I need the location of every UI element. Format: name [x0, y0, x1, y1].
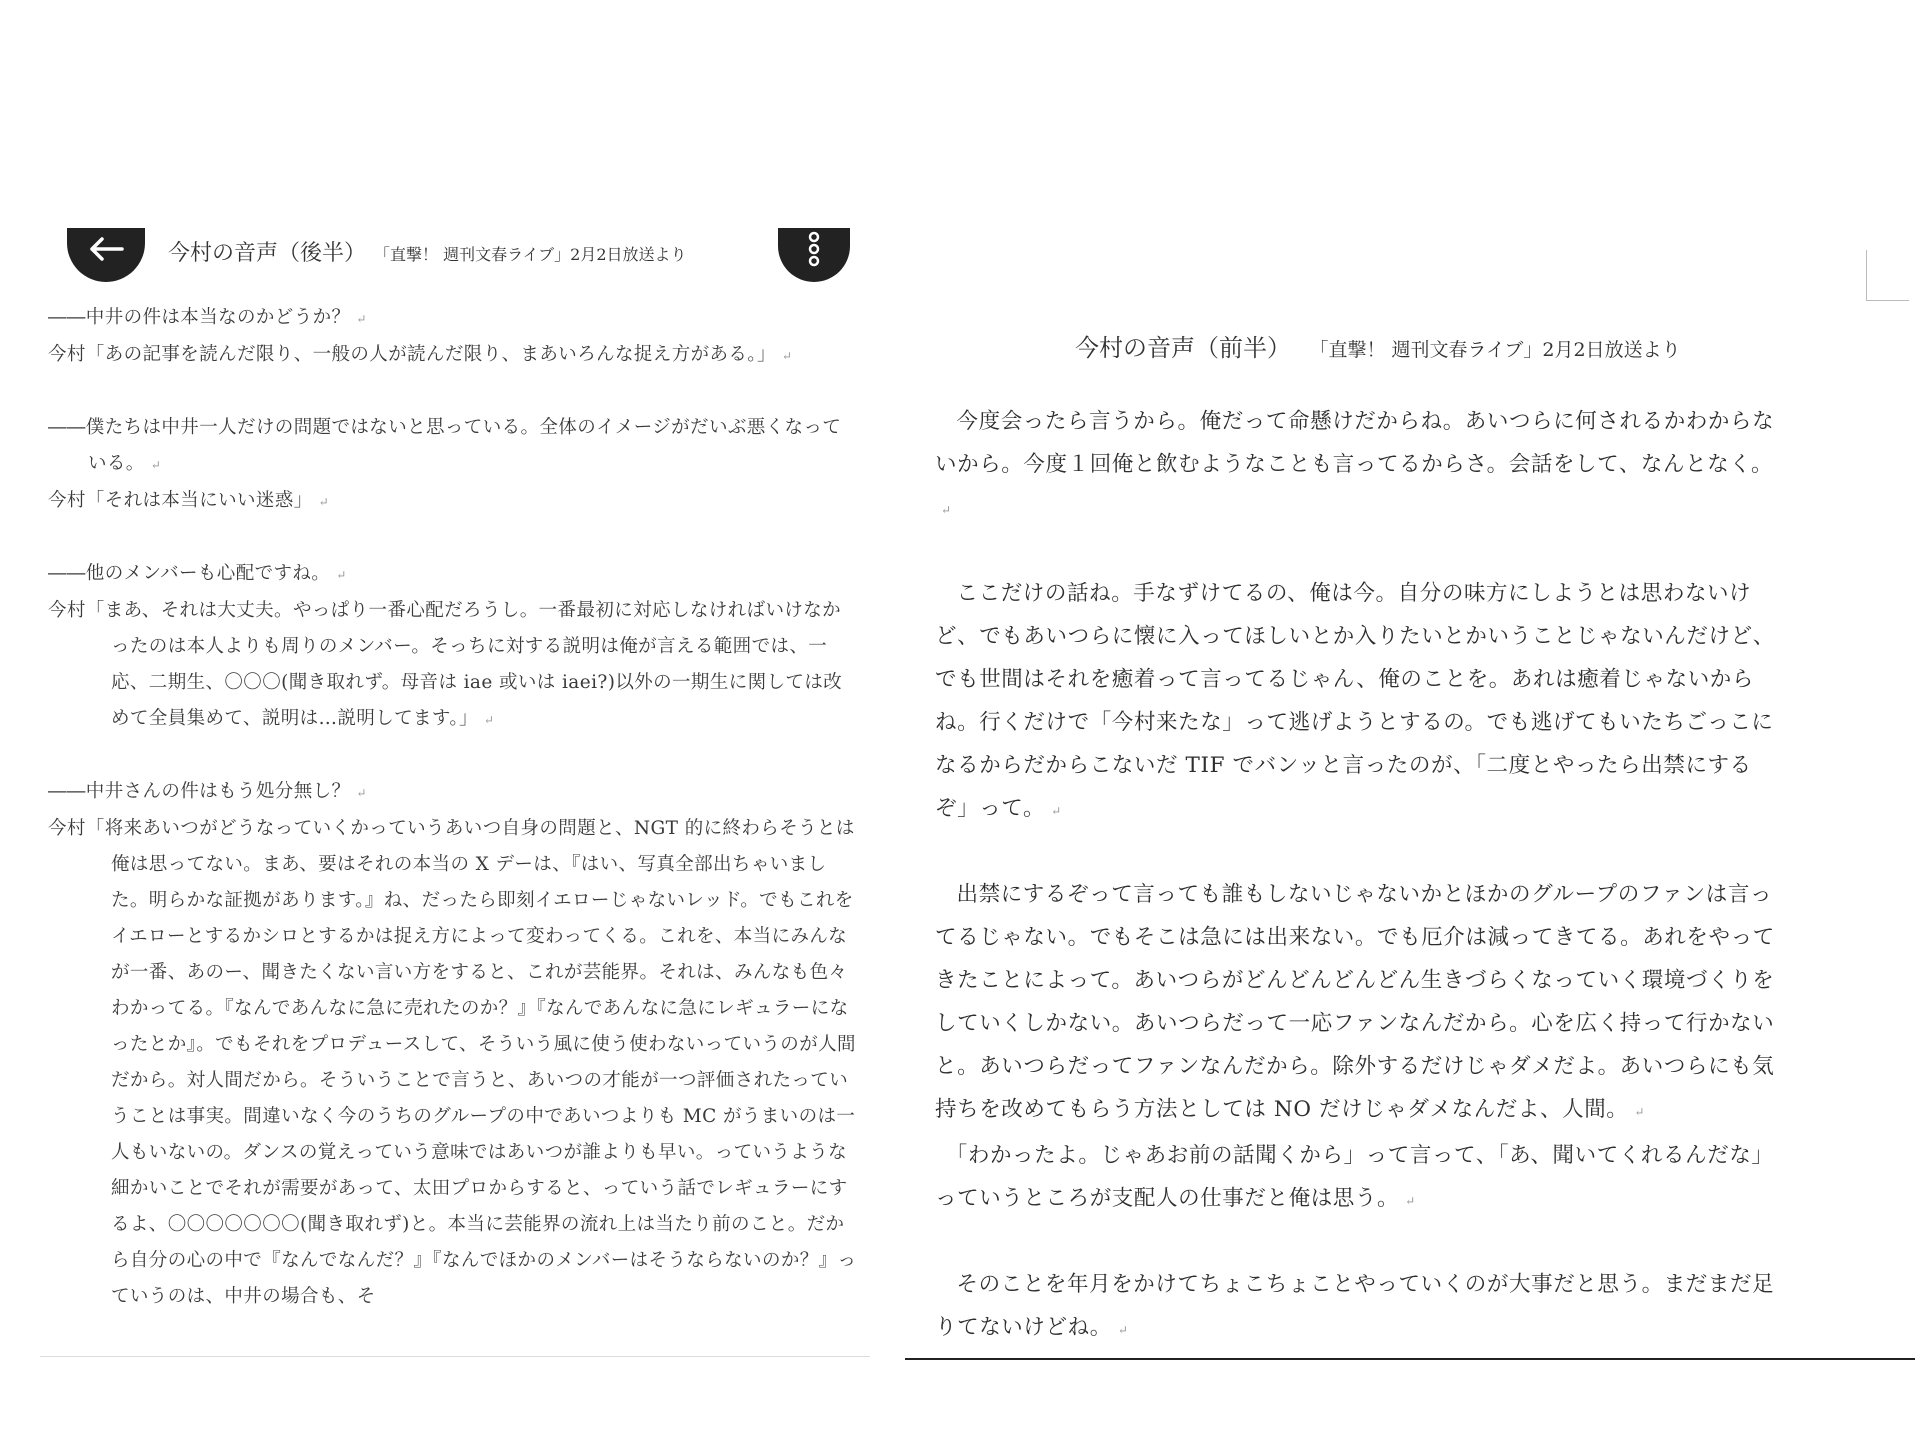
- page-corner-mark: [1866, 250, 1909, 301]
- interview-answer: 今村「まあ、それは大丈夫。やっぱり一番心配だろうし。一番最初に対応しなければいけなかったのは本人よりも周りのメンバー。そっちに対する説明は俺が言える範囲では、一応、二期生、〇〇〇(聞き取れず。母音は iae 或いは iaei?)以外の一期生に関しては改めて全員集めて、説明は…説明してます。」 ↵: [48, 600, 843, 729]
- interview-answer: 今村「あの記事を読んだ限り、一般の人が読んだ限り、まあいろんな捉え方がある。」 ↵: [48, 344, 793, 365]
- body-paragraph: 今度会ったら言うから。俺だって命懸けだからね。あいつらに何されるかわからないから。今度１回俺と飲むようなことも言ってるからさ。会話をして、なんとなく。↵: [935, 409, 1775, 517]
- left-page-header: [168, 236, 768, 267]
- interview-question: ――中井さんの件はもう処分無し？ ↵: [48, 781, 367, 802]
- right-page-body: [935, 400, 1785, 1352]
- more-vertical-icon: [804, 229, 824, 269]
- right-page-bottom-rule: [905, 1358, 1915, 1360]
- right-page-source: 「直撃！ 週刊文春ライブ」2月2日放送より: [1319, 339, 1681, 361]
- left-page-panel: [40, 228, 870, 1358]
- body-paragraph: 出禁にするぞって言っても誰もしないじゃないかとほかのグループのファンは言ってるじゃない。でもそこは急には出来ない。でも厄介は減ってきてる。あれをやってきたことによって。あいつらがどんどんどんどん生きづらくなっていく環境づくりをしていくしかない。あいつらだって一応ファンなんだから。心を広く持って行かないと。あいつらだってファンなんだから。除外するだけじゃダメだよ。あいつらにも気持ちを改めてもらう方法としては NO だけじゃダメなんだよ、人間。 ↵: [935, 882, 1775, 1122]
- back-arrow-icon: [86, 234, 126, 264]
- back-button[interactable]: [67, 228, 145, 282]
- left-page-source: 「直撃！ 週刊文春ライブ」2月2日放送より: [382, 245, 687, 264]
- right-page-title: 今村の音声（前半）: [1075, 334, 1291, 362]
- interview-answer: 今村「それは本当にいい迷惑」 ↵: [48, 490, 330, 511]
- interview-answer: 今村「将来あいつがどうなっていくかっていうあいつ自身の問題と、NGT 的に終わらそうとは俺は思ってない。まあ、要はそれの本当の X デーは、『はい、写真全部出ちゃいました。明らかな証拠があります。』ね、だったら即刻イエローじゃないレッド。でもこれをイエローとするかシロとするかは捉え方によって変わってくる。これを、本当にみんなが一番、あのー、聞きたくない言い方をすると、これが芸能界。それは、みんなも色々わかってる。『なんであんなに急に売れたのか？』『なんであんなに急にレギュラーになったとか』。でもそれをプロデュースして、そういう風に使う使わないっていうのが人間だから。対人間だから。そういうことで言うと、あいつの才能が一つ評価されたっていうことは事実。間違いなく今のうちのグループの中であいつよりも MC がうまいのは一人もいないの。ダンスの覚えっていう意味ではあいつが誰よりも早い。っていうような細かいことでそれが需要があって、太田プロからすると、っていう話でレギュラーにするよ、〇〇〇〇〇〇〇(聞き取れず)と。本当に芸能界の流れ上は当たり前のこと。だから自分の心の中で『なんでなんだ？』『なんでほかのメンバーはそうならないのか？』っていうのは、中井の場合も、そ: [48, 818, 857, 1307]
- left-page-body: [48, 300, 858, 1315]
- interview-question: ――中井の件は本当なのかどうか？ ↵: [48, 307, 367, 328]
- body-paragraph: 「わかったよ。じゃあお前の話聞くから」って言って、「あ、聞いてくれるんだな」っていうところが支配人の仕事だと俺は思う。 ↵: [935, 1143, 1774, 1211]
- right-page-panel: [905, 250, 1915, 1370]
- more-options-button[interactable]: [778, 228, 850, 282]
- body-paragraph: ここだけの話ね。手なずけてるの、俺は今。自分の味方にしようとは思わないけど、でもあいつらに懐に入ってほしいとか入りたいとかいうことじゃないんだけど、でも世間はそれを癒着って言ってるじゃん、俺のことを。あれは癒着じゃないからね。行くだけで「今村来たな」って逃げようとするの。でも逃げてもいたちごっこになるからだからこないだ TIF でバンッと言ったのが、「二度とやったら出禁にするぞ」って。 ↵: [935, 581, 1775, 821]
- left-page-bottom-rule: [40, 1356, 870, 1357]
- interview-question: ――僕たちは中井一人だけの問題ではないと思っている。全体のイメージがだいぶ悪くなっている。 ↵: [48, 417, 842, 474]
- body-paragraph: そのことを年月をかけてちょこちょことやっていくのが大事だと思う。まだまだ足りてないけどね。 ↵: [935, 1272, 1775, 1340]
- interview-question: ――他のメンバーも心配ですね。 ↵: [48, 563, 347, 584]
- right-page-header: [1075, 328, 1681, 363]
- left-page-title: 今村の音声（後半）: [168, 241, 367, 266]
